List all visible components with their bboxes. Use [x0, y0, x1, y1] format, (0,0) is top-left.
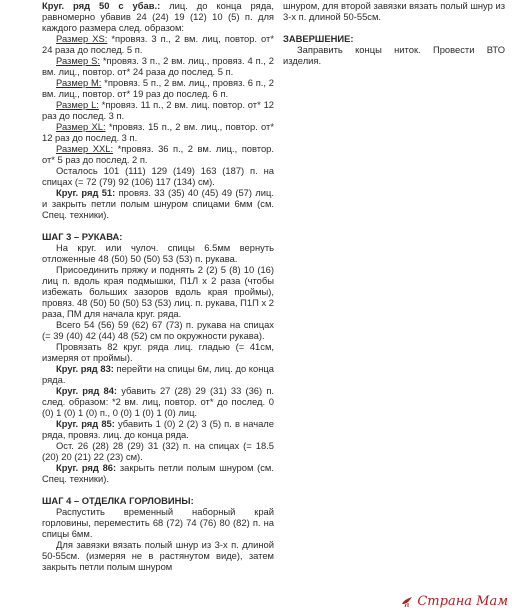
step-3-p2: Присоединить пряжу и поднять 2 (2) 5 (8) 10 (16) лиц п. вдоль края подмышки, П1Л х 2 раза (чтобы избежать больших зазоров вдоль края проймы), провяз. 48 (50) 50 (50) 53 (53) лиц. п. рукава, П1П х 2 раза, ПМ для начала круг. ряда. [42, 264, 274, 319]
row-86-paragraph [42, 462, 274, 484]
right-column [283, 0, 505, 66]
row-50-label: Круг. ряд 50 с убав.: [42, 0, 161, 11]
size-l-line [42, 99, 274, 121]
row-84-text: убавить 27 (28) 29 (31) 33 (36) п. след. образом: *2 вм. лиц, повтор. от* до послед. 0 (0) 1 (0) 1 (0) п., 0 (0) 1 (0) 1 (0) лиц. [42, 385, 274, 418]
stork-icon [400, 594, 414, 608]
step-3-remaining: Ост. 26 (28) 28 (29) 31 (32) п. на спицах (= 18.5 (20) 20 (21) 22 (23) см). [42, 440, 274, 462]
row-84-label: Круг. ряд 84: [56, 385, 118, 396]
row-86-label: Круг. ряд 86: [56, 462, 117, 473]
row-83-text: перейти на спицы 6м, лиц. до конца ряда. [42, 363, 274, 385]
size-xs-line [42, 33, 274, 55]
size-xs-label: Размер XS: [56, 33, 108, 44]
row-85-text: убавить 1 (0) 2 (2) 3 (5) п. в начале ряда, провяз. лиц. до конца ряда. [42, 418, 274, 440]
size-xxl-label: Размер XXL: [56, 143, 114, 154]
spacer [42, 484, 274, 495]
step-4-p1: Распустить временный наборный край горловины, переместить 68 (72) 74 (76) 80 (82) п. на спицы 6мм. [42, 506, 274, 539]
step-4-title: ШАГ 4 – ОТДЕЛКА ГОРЛОВИНЫ: [42, 495, 194, 506]
step-3-p1: На круг. или чулоч. спицы 6.5мм вернуть отложенные 48 (50) 50 (50) 53 (53) п. рукава. [42, 242, 274, 264]
row-85-paragraph [42, 418, 274, 440]
row-85-label: Круг. ряд 85: [56, 418, 115, 429]
remaining-stitches: Осталось 101 (111) 129 (149) 163 (187) п. на спицах (= 72 (79) 92 (106) 117 (134) см). [42, 165, 274, 187]
size-l-text: *провяз. 11 п., 2 вм. лиц. повтор. от* 12 раз до послед. 3 п. [42, 99, 274, 121]
size-s-line [42, 55, 274, 77]
size-xxl-line [42, 143, 274, 165]
step-4-p2: Для завязки вязать полый шнур из 3-х п. длиной 50-55см. (измеряя не в растянутом виде), затем закрыть петли полым шнуром [42, 539, 274, 572]
size-xl-label: Размер XL: [56, 121, 106, 132]
step-3-p3: Всего 54 (56) 59 (62) 67 (73) п. рукава на спицах (= 39 (40) 42 (44) 48 (52) см по окружности рукава). [42, 319, 274, 341]
size-xl-text: *провяз. 15 п., 2 вм. лиц., повтор. от* 12 раз до послед. 3 п. [42, 121, 274, 143]
size-xs-text: *провяз. 3 п., 2 вм. лиц, повтор. от* 24 раза до послед. 5 п. [42, 33, 274, 55]
size-m-line [42, 77, 274, 99]
row-83-label: Круг. ряд 83: [56, 363, 114, 374]
size-s-label: Размер S: [56, 55, 100, 66]
row-50-paragraph [42, 0, 274, 33]
row-50-text: лиц. до конца ряда, равномерно убавив 24 (24) 19 (12) 10 (5) п. для каждого размера след. образом: [42, 0, 274, 33]
tie-continuation: шнуром, для второй завязки вязать полый шнур из 3-х п. длиной 50-55см. [283, 0, 505, 22]
row-83-paragraph [42, 363, 274, 385]
size-m-label: Размер M: [56, 77, 102, 88]
size-l-label: Размер L: [56, 99, 99, 110]
step-3-title: ШАГ 3 – РУКАВА: [42, 231, 123, 242]
row-84-paragraph [42, 385, 274, 418]
size-xl-line [42, 121, 274, 143]
spacer [283, 22, 505, 33]
row-51-paragraph [42, 187, 274, 220]
finish-text: Заправить концы ниток. Провести ВТО изделия. [283, 44, 505, 66]
left-column [42, 0, 274, 572]
size-s-text: *провяз. 3 п., 2 вм. лиц., провяз. 4 п., 2 вм. лиц., повтор. от* 24 раза до послед. 5 п. [42, 55, 274, 77]
size-xxl-text: *провяз. 36 п., 2 вм. лиц., повтор. от* 5 раз до послед. 2 п. [42, 143, 275, 165]
spacer [42, 220, 274, 231]
step-3-p4: Провязать 82 круг. ряда лиц. гладью (= 41см, измеряя от проймы). [42, 341, 274, 363]
row-51-label: Круг. ряд 51: [56, 187, 116, 198]
row-51-text: провяз. 33 (35) 40 (45) 49 (57) лиц. и закрыть петли полым шнуром спицами 6мм (см. Спец. техники). [42, 187, 274, 220]
watermark-text: Страна Мам [417, 593, 508, 609]
finish-title: ЗАВЕРШЕНИЕ: [283, 33, 354, 44]
row-86-text: закрыть петли полым шнуром (см. Спец. техники). [42, 462, 274, 484]
site-watermark [400, 594, 508, 608]
size-m-text: *провяз. 5 п., 2 вм. лиц., провяз. 6 п., 2 вм. лиц., повтор. от* 19 раз до послед. 6 п. [42, 77, 274, 99]
